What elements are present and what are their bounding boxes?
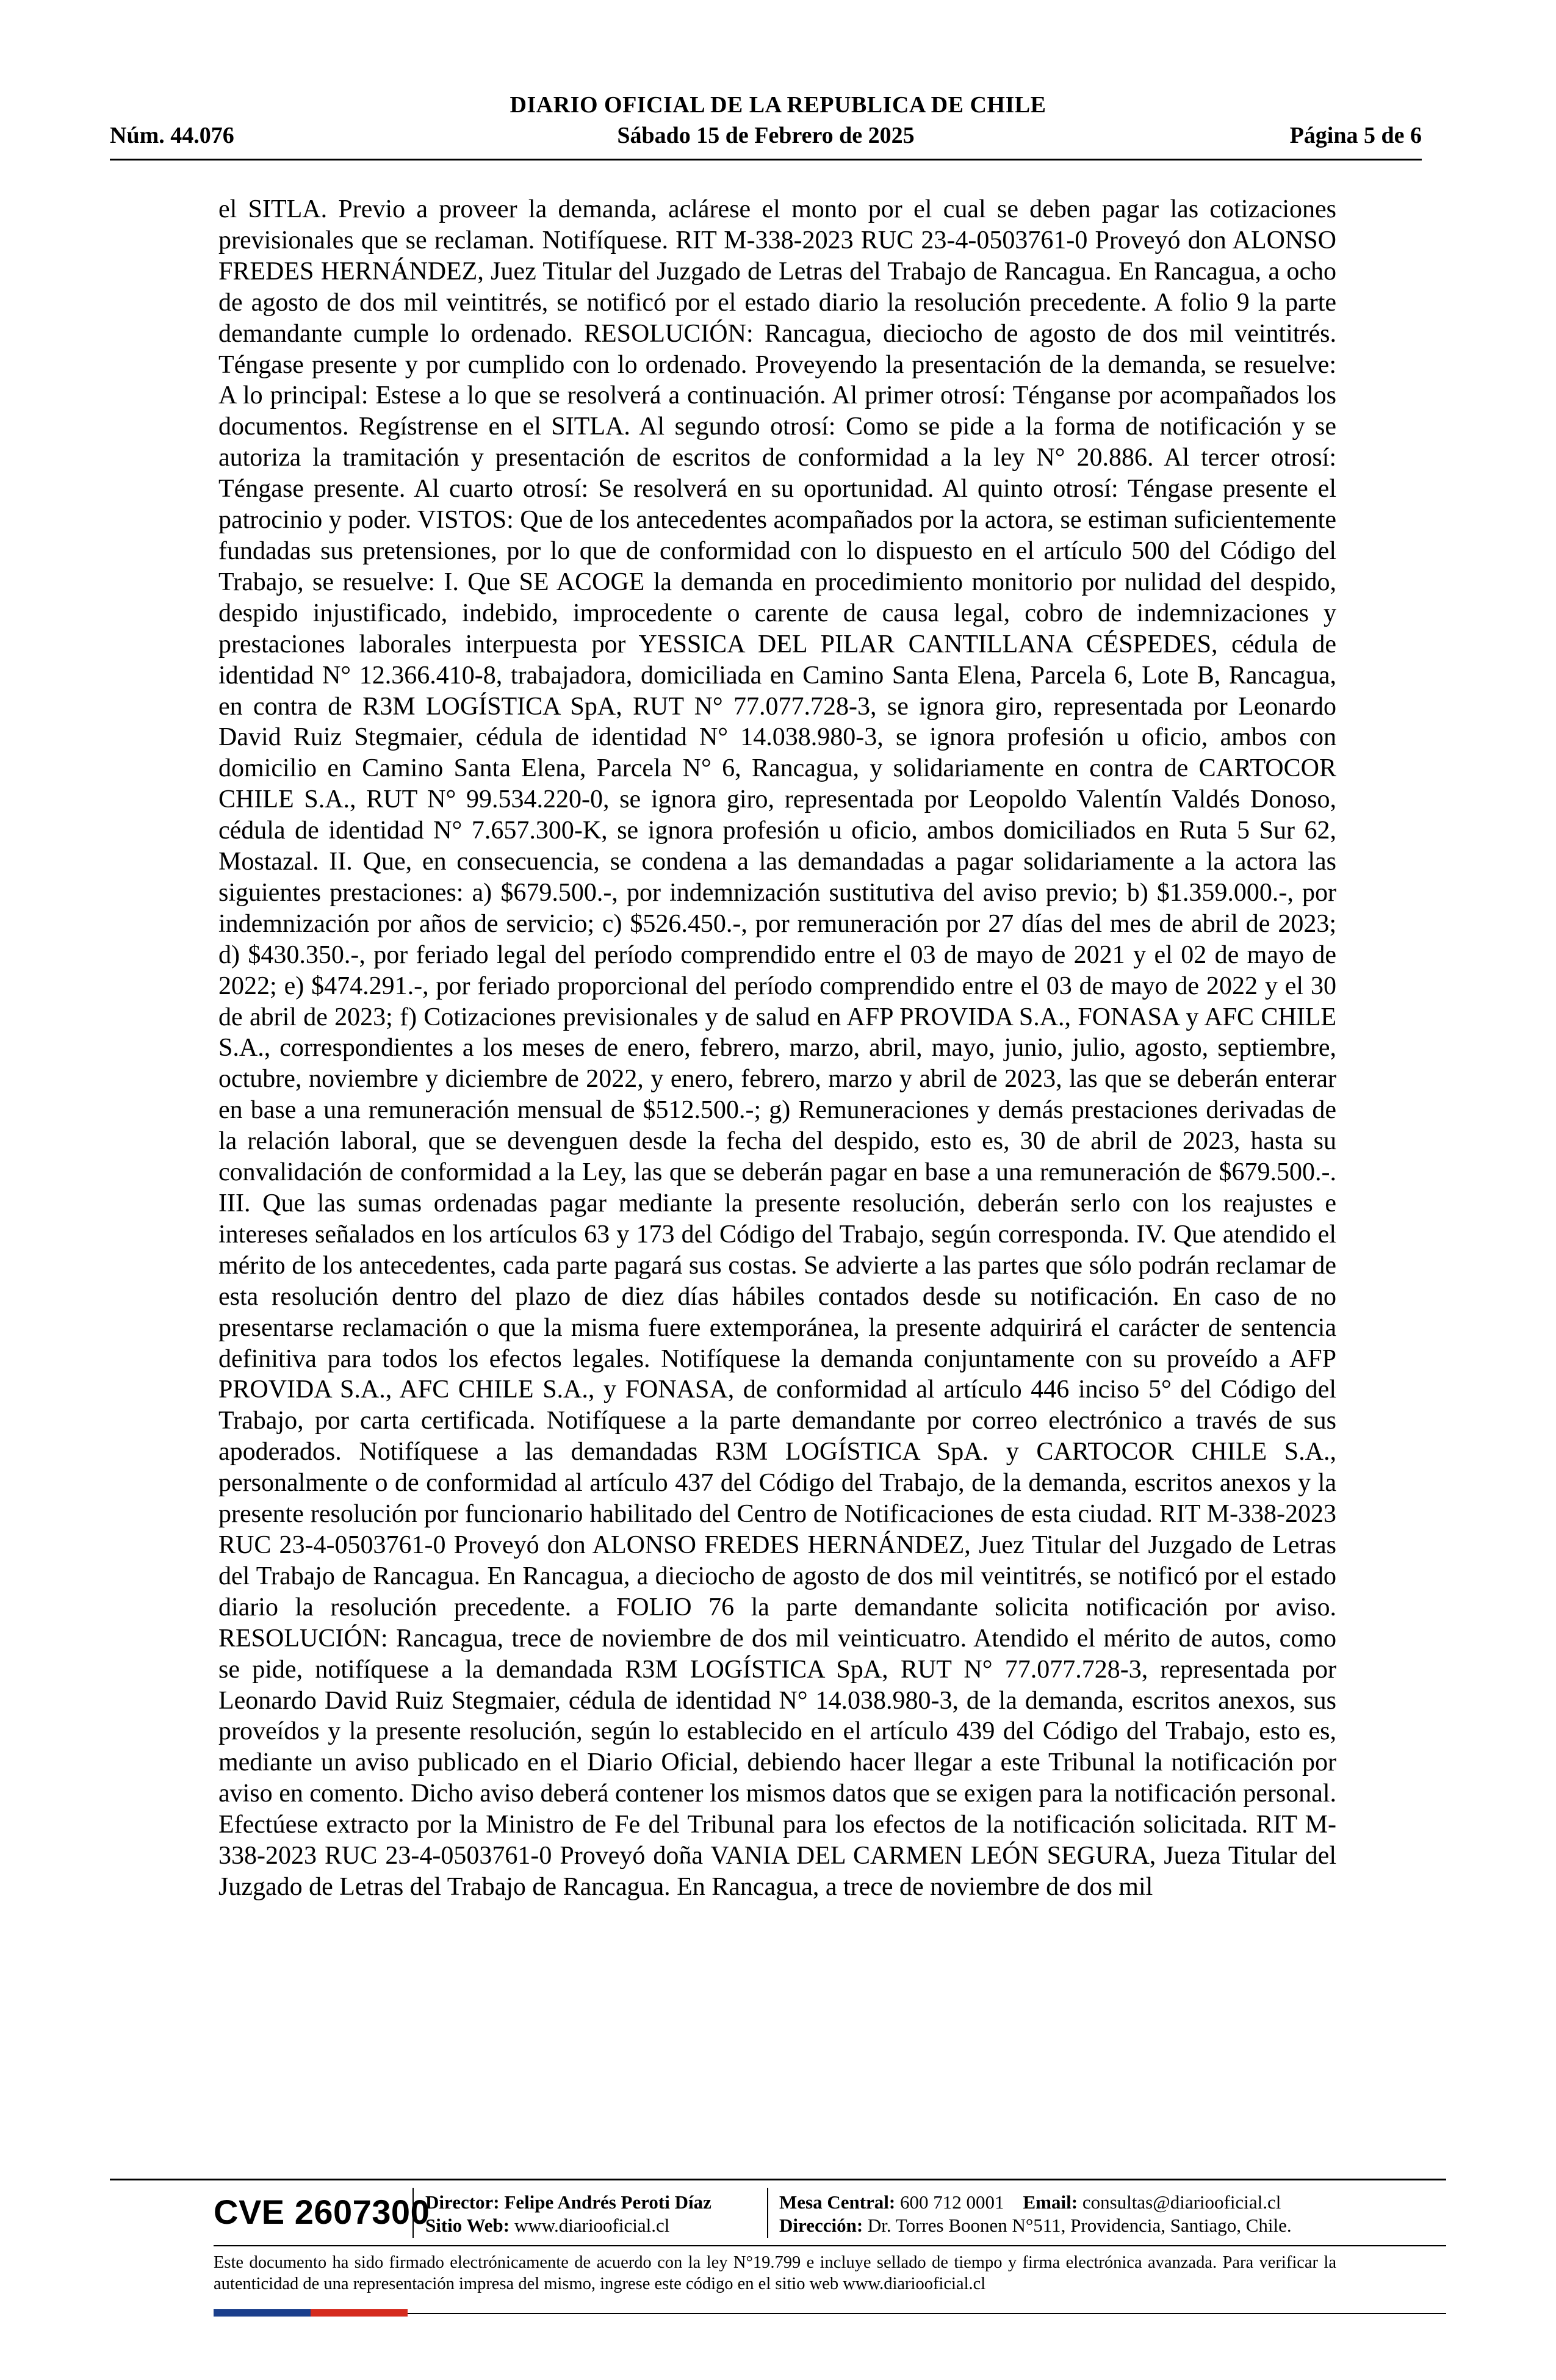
footer-column-divider bbox=[412, 2188, 414, 2238]
footer-director-block bbox=[425, 2191, 711, 2237]
page-number: Página 5 de 6 bbox=[1289, 123, 1422, 148]
footer-divider-top bbox=[110, 2179, 1446, 2180]
header-row bbox=[110, 122, 1422, 149]
document-body: el SITLA. Previo a proveer la demanda, aclárese el monto por el cual se deben pagar las cotizaciones previsionales que se reclaman. Notifíquese. RIT M-338-2023 RUC 23-4-0503761-0 Proveyó don ALONSO FREDES HERNÁNDEZ, Juez Titular del Juzgado de Letras del Trabajo de Rancagua. En Rancagua, a ocho de agosto de dos mil veintitrés, se notificó por el estado diario la resolución precedente. A folio 9 la parte demandante cumple lo ordenado. RESOLUCIÓN: Rancagua, dieciocho de agosto de dos mil veintitrés. Téngase presente y por cumplido con lo ordenado. Proveyendo la presentación de la demanda, se resuelve: A lo principal: Estese a lo que se resolverá a continuación. Al primer otrosí: Ténganse por acompañados los documentos. Regístrense en el SITLA. Al segundo otrosí: Como se pide a la forma de notificación y se autoriza la tramitación y presentación de escritos de conformidad a la ley N° 20.886. Al tercer otrosí: Téngase presente. Al cuarto otrosí: Se resolverá en su oportunidad. Al quinto otrosí: Téngase presente el patrocinio y poder. VISTOS: Que de los antecedentes acompañados por la actora, se estiman suficientemente fundadas sus pretensiones, por lo que de conformidad con lo dispuesto en el artículo 500 del Código del Trabajo, se resuelve: I. Que SE ACOGE la demanda en procedimiento monitorio por nulidad del despido, despido injustificado, indebido, improcedente o carente de causa legal, cobro de indemnizaciones y prestaciones laborales interpuesta por YESSICA DEL PILAR CANTILLANA CÉSPEDES, cédula de identidad N° 12.366.410-8, trabajadora, domiciliada en Camino Santa Elena, Parcela 6, Lote B, Rancagua, en contra de R3M LOGÍSTICA SpA, RUT N° 77.077.728-3, se ignora giro, representada por Leonardo David Ruiz Stegmaier, cédula de identidad N° 14.038.980-3, se ignora profesión u oficio, ambos con domicilio en Camino Santa Elena, Parcela N° 6, Rancagua, y solidariamente en contra de CARTOCOR CHILE S.A., RUT N° 99.534.220-0, se ignora giro, representada por Leopoldo Valentín Valdés Donoso, cédula de identidad N° 7.657.300-K, se ignora profesión u oficio, ambos domiciliados en Ruta 5 Sur 62, Mostazal. II. Que, en consecuencia, se condena a las demandadas a pagar solidariamente a la actora las siguientes prestaciones: a) $679.500.-, por indemnización sustitutiva del aviso previo; b) $1.359.000.-, por indemnización por años de servicio; c) $526.450.-, por remuneración por 27 días del mes de abril de 2023; d) $430.350.-, por feriado legal del período comprendido entre el 03 de mayo de 2021 y el 02 de mayo de 2022; e) $474.291.-, por feriado proporcional del período comprendido entre el 03 de mayo de 2022 y el 30 de abril de 2023; f) Cotizaciones previsionales y de salud en AFP PROVIDA S.A., FONASA y AFC CHILE S.A., correspondientes a los meses de enero, febrero, marzo, abril, mayo, junio, julio, agosto, septiembre, octubre, noviembre y diciembre de 2022, y enero, febrero, marzo y abril de 2023, las que se deberán enterar en base a una remuneración mensual de $512.500.-; g) Remuneraciones y demás prestaciones derivadas de la relación laboral, que se devenguen desde la fecha del despido, esto es, 30 de abril de 2023, hasta su convalidación de conformidad a la Ley, las que se deberán pagar en base a una remuneración de $679.500.-. III. Que las sumas ordenadas pagar mediante la presente resolución, deberán serlo con los reajustes e intereses señalados en los artículos 63 y 173 del Código del Trabajo, según corresponda. IV. Que atendido el mérito de los antecedentes, cada parte pagará sus costas. Se advierte a las partes que sólo podrán reclamar de esta resolución dentro del plazo de diez días hábiles contados desde su notificación. En caso de no presentarse reclamación o que la misma fuere extemporánea, la presente adquirirá el carácter de sentencia definitiva para todos los efectos legales. Notifíquese la demanda conjuntamente con su proveído a AFP PROVIDA S.A., AFC CHILE S.A., y FONASA, de conformidad al artículo 446 inciso 5° del Código del Trabajo, por carta certificada. Notifíquese a la parte demandante por correo electrónico a través de sus apoderados. Notifíquese a las demandadas R3M LOGÍSTICA SpA. y CARTOCOR CHILE S.A., personalmente o de conformidad al artículo 437 del Código del Trabajo, de la demanda, escritos anexos y la presente resolución por funcionario habilitado del Centro de Notificaciones de esta ciudad. RIT M-338-2023 RUC 23-4-0503761-0 Proveyó don ALONSO FREDES HERNÁNDEZ, Juez Titular del Juzgado de Letras del Trabajo de Rancagua. En Rancagua, a dieciocho de agosto de dos mil veintitrés, se notificó por el estado diario la resolución precedente. a FOLIO 76 la parte demandante solicita notificación por aviso. RESOLUCIÓN: Rancagua, trece de noviembre de dos mil veinticuatro. Atendido el mérito de autos, como se pide, notifíquese a la demandada R3M LOGÍSTICA SpA, RUT N° 77.077.728-3, representada por Leonardo David Ruiz Stegmaier, cédula de identidad N° 14.038.980-3, de la demanda, escritos anexos, sus proveídos y la presente resolución, según lo establecido en el artículo 439 del Código del Trabajo, esto es, mediante un aviso publicado en el Diario Oficial, debiendo hacer llegar a este Tribunal la notificación por aviso en comento. Dicho aviso deberá contener los mismos datos que se exigen para la notificación personal. Efectúese extracto por la Ministro de Fe del Tribunal para los efectos de la notificación solicitada. RIT M-338-2023 RUC 23-4-0503761-0 Proveyó doña VANIA DEL CARMEN LEÓN SEGURA, Jueza Titular del Juzgado de Letras del Trabajo de Rancagua. En Rancagua, a trece de noviembre de dos mil bbox=[218, 195, 1336, 1901]
footer-divider-bottom bbox=[408, 2313, 1446, 2314]
director-name: Felipe Andrés Peroti Díaz bbox=[504, 2191, 711, 2213]
cve-code: CVE 2607300 bbox=[214, 2193, 430, 2231]
footer-column-divider bbox=[767, 2188, 768, 2238]
director-label: Director: bbox=[425, 2191, 500, 2213]
signature-notice: Este documento ha sido firmado electrónicamente de acuerdo con la ley N°19.799 e incluye sellado de tiempo y firma electrónica avanzada. Para verificar la autenticidad de una representación impresa del mismo, ingrese este código en el sitio web www.diariooficial.cl bbox=[214, 2253, 1336, 2293]
flag-blue-segment bbox=[214, 2309, 311, 2317]
phone-number: 600 712 0001 bbox=[900, 2191, 1004, 2213]
flag-color-bar bbox=[214, 2309, 408, 2317]
header-divider bbox=[110, 159, 1422, 160]
phone-label: Mesa Central: bbox=[779, 2191, 896, 2213]
footer-divider-mid bbox=[214, 2245, 1446, 2246]
website-link[interactable]: www.diariooficial.cl bbox=[514, 2215, 670, 2236]
flag-red-segment bbox=[311, 2309, 408, 2317]
email-label: Email: bbox=[1023, 2191, 1078, 2213]
email-link[interactable]: consultas@diariooficial.cl bbox=[1082, 2191, 1281, 2213]
issue-number: Núm. 44.076 bbox=[110, 123, 234, 148]
website-label: Sitio Web: bbox=[425, 2215, 510, 2236]
address-label: Dirección: bbox=[779, 2215, 863, 2236]
publication-date: Sábado 15 de Febrero de 2025 bbox=[617, 123, 915, 148]
publication-title: DIARIO OFICIAL DE LA REPUBLICA DE CHILE bbox=[510, 92, 1046, 118]
footer-contact-block bbox=[779, 2191, 1292, 2237]
address-value: Dr. Torres Boonen N°511, Providencia, Santiago, Chile. bbox=[867, 2215, 1292, 2236]
